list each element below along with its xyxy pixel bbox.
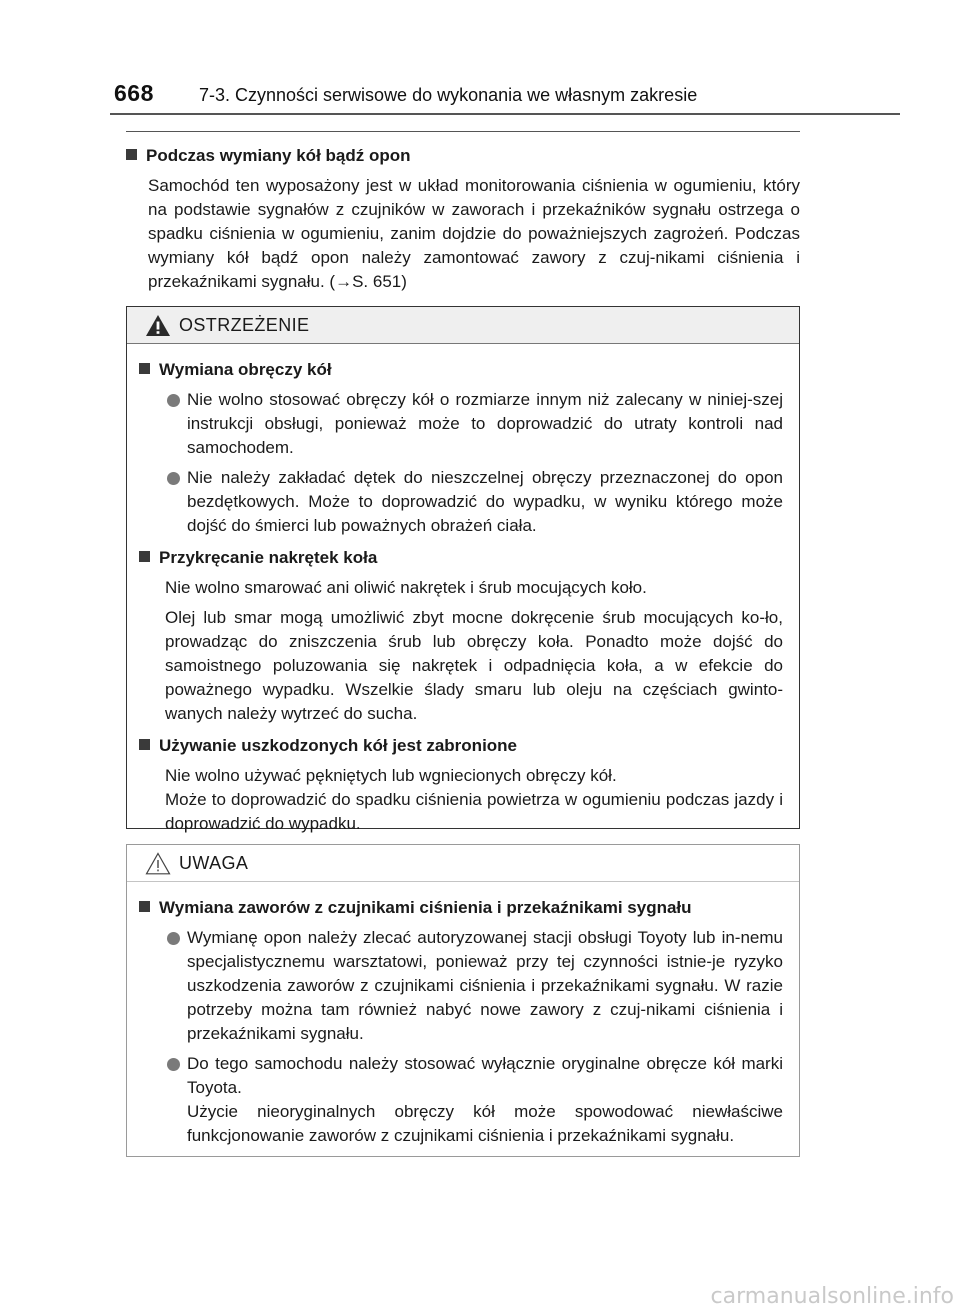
caution-title-bar <box>127 845 799 882</box>
bullet-text: Do tego samochodu należy stosować wyłącznie oryginalne obręcze kół marki Toyota. <box>187 1054 783 1097</box>
square-bullet-icon <box>139 363 150 374</box>
warning-box <box>126 306 800 833</box>
warning-heading-nuts <box>139 546 783 570</box>
paragraph-line: Nie wolno używać pękniętych lub wgniecionych obręczy kół. <box>165 766 617 785</box>
heading-text: Używanie uszkodzonych kół jest zabronione <box>159 736 518 755</box>
page-number: 668 <box>114 80 154 106</box>
circle-bullet-icon <box>167 472 180 485</box>
bullet-text-extra: Użycie nieoryginalnych obręczy kół może spowodować niewłaściwe funkcjonowanie zaworów z czujnikami ciśnienia i przekaźnikami sygnału. <box>187 1102 783 1145</box>
caution-title: UWAGA <box>179 852 249 873</box>
caution-box <box>126 844 800 1157</box>
header-divider <box>110 113 900 115</box>
section-divider <box>126 131 800 132</box>
square-bullet-icon <box>139 739 150 750</box>
intro-section <box>126 144 800 294</box>
caution-bullet <box>139 1052 783 1148</box>
warning-paragraph: Olej lub smar mogą umożliwić zbyt mocne dokręcenie śrub mocujących ko-ło, prowadząc do zniszczenia śrub lub obręczy koła. Ponadto może dojść do samoistnego poluzowania się nakrętek i odpadnięcia koła, a w efekcie do poważnego wypadku. Wszelkie ślady smaru lub oleju na częściach gwinto-wanych należy wytrzeć do sucha. <box>165 608 783 723</box>
watermark: carmanualsonline.info <box>710 1284 954 1309</box>
page-header <box>0 0 960 116</box>
warning-bullet <box>139 466 783 538</box>
circle-bullet-icon <box>167 1058 180 1071</box>
heading-text: Przykręcanie nakrętek koła <box>159 548 378 567</box>
caution-body <box>127 882 799 1148</box>
warning-heading-rims <box>139 358 783 382</box>
caution-bullet <box>139 926 783 1046</box>
warning-triangle-icon <box>145 314 171 337</box>
heading-text: Wymiana zaworów z czujnikami ciśnienia i przekaźnikami sygnału <box>159 898 692 917</box>
bullet-text: Wymianę opon należy zlecać autoryzowanej stacji obsługi Toyoty lub in-nemu specjalistycznemu warsztatowi, ponieważ przy tej czynności istnie-je ryzyko uszkodzenia zaworów z czujnikami ciśnienia i przekaźnikami sygnału. W razie potrzeby można tam również nabyć nowe zawory z czuj-nikami ciśnienia i przekaźnikami sygnału. <box>187 928 783 1043</box>
circle-bullet-icon <box>167 394 180 407</box>
circle-bullet-icon <box>167 932 180 945</box>
square-bullet-icon <box>139 901 150 912</box>
warning-paragraph: Nie wolno smarować ani oliwić nakrętek i śrub mocujących koło. <box>165 578 647 597</box>
caution-triangle-icon <box>145 852 171 875</box>
intro-heading-text: Podczas wymiany kół bądź opon <box>146 146 411 165</box>
heading-text: Wymiana obręczy kół <box>159 360 332 379</box>
warning-heading-damaged <box>139 734 783 758</box>
paragraph-line: Może to doprowadzić do spadku ciśnienia powietrza w ogumieniu podczas jazdy i doprowadzić do wypadku. <box>165 790 783 833</box>
intro-paragraph: Samochód ten wyposażony jest w układ monitorowania ciśnienia w ogumieniu, który na podstawie sygnałów z czujników w zaworach i przekaźników sygnału ostrzega o spadku ciśnienia w ogumieniu, zanim dojdzie do poważniejszych zagrożeń. Podczas wymiany kół bądź opon należy zamontować zawory z czuj-nikami ciśnienia i przekaźnikami sygnału. (→S. 651) <box>148 176 800 291</box>
caution-heading <box>139 896 783 920</box>
chapter-title: 7-3. Czynności serwisowe do wykonania we własnym zakresie <box>199 85 698 105</box>
square-bullet-icon <box>126 149 137 160</box>
warning-title-bar <box>127 307 799 344</box>
intro-heading <box>126 144 800 168</box>
bullet-text: Nie wolno stosować obręczy kół o rozmiarze innym niż zalecany w niniej-szej instrukcji obsługi, ponieważ może to doprowadzić do utraty kontroli nad samochodem. <box>187 390 783 457</box>
warning-body <box>127 344 799 836</box>
bullet-text: Nie należy zakładać dętek do nieszczelnej obręczy przeznaczonej do opon bezdętkowych. Może to doprowadzić do wypadku, w wyniku którego może dojść do śmierci lub poważnych obrażeń ciała. <box>187 468 783 535</box>
warning-bullet <box>139 388 783 460</box>
warning-title: OSTRZEŻENIE <box>179 314 310 335</box>
warning-paragraph <box>139 764 783 836</box>
square-bullet-icon <box>139 551 150 562</box>
